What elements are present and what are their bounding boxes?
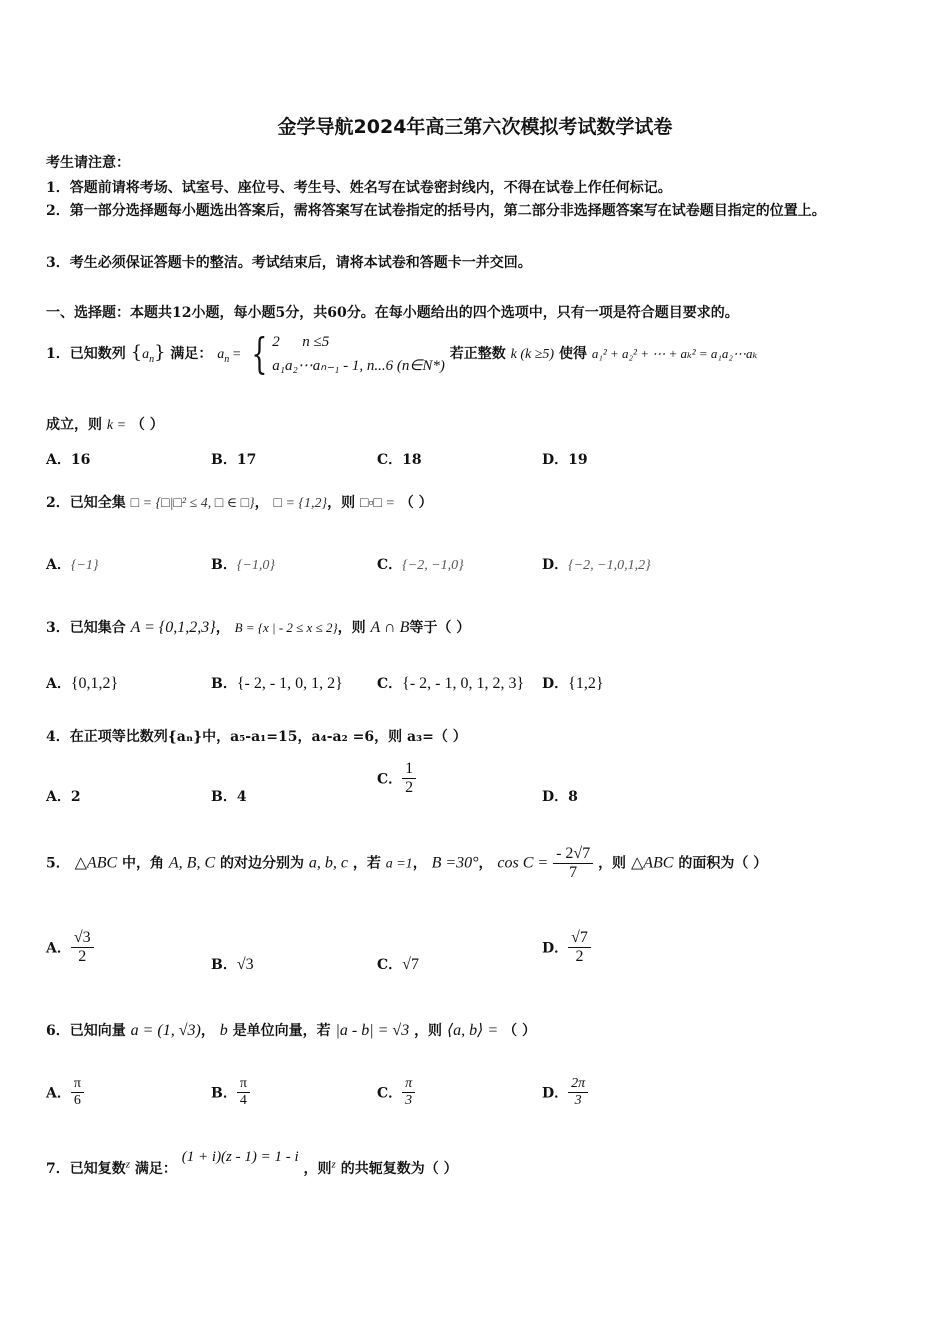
q1-text-3: 使得 [558,346,587,362]
q6-paren: （ ） [503,1023,536,1039]
q1-option-c[interactable]: C．18 [377,452,422,468]
q3-set-b: B = {x | - 2 ≤ x ≤ 2} [234,620,338,635]
q1-option-a[interactable]: A．16 [46,452,91,468]
q1-case1-cond: n ≤5 [302,334,330,350]
q3-number: 3．已知集合 [46,620,126,636]
question-1-continued [46,414,164,434]
q1-cases [272,330,445,378]
q3-option-d[interactable]: D．{1,2} [542,675,604,692]
q1-seq: a [142,347,150,362]
q3-option-b[interactable]: B．{- 2, - 1, 0, 1, 2} [211,675,343,692]
q2-option-b[interactable]: B．{−1,0} [211,557,275,573]
q2-option-a[interactable]: A．{−1} [46,557,99,573]
q6-option-a[interactable]: A． $\frac{\pi}{6}$ [46,1076,84,1109]
notice-item-2: 2．第一部分选择题每小题选出答案后，需将答案写在试卷指定的括号内，第二部分非选择题答案写在试卷题目指定的位置上。 [46,203,826,219]
q4-option-b[interactable]: B．4 [211,789,247,805]
q1-case2-cond: (n∈N*) [396,358,445,374]
question-5: 5． △ABC 中，角 A, B, C 的对边分别为 a, b, c ，若 a =1， B =30°， cos C = $\frac{- 2√7}{7}$ ，则 △ABC 的面积为（ ） [46,845,768,881]
q5-option-a[interactable]: A． $\frac{√3}{2}$ [46,929,94,966]
q6-option-d[interactable]: D． $\frac{2\pi}{3}$ [542,1076,588,1109]
q1-k2: k = [106,418,127,433]
q7-z: z [125,1158,131,1171]
q1-case1-val: 2 [272,334,280,350]
q5-b-angle: B =30° [431,854,479,872]
q2-option-c[interactable]: C．{−2, −1,0} [377,557,464,573]
q6-vector-b: b [219,1022,228,1039]
q2-complement: □▫□ = [360,496,395,511]
question-6: 6．已知向量 a = (1, √3)， b 是单位向量，若 |a - b| = √3 ，则 ⟨a, b⟩ = （ ） [46,1022,536,1039]
q4-option-d[interactable]: D．8 [542,789,578,805]
q5-cos-label: cos C = [497,854,549,872]
q5-option-d[interactable]: D． $\frac{√7}{2}$ [542,929,591,966]
q1-number: 1．已知数列 [46,346,126,362]
q4-option-a[interactable]: A．2 [46,789,81,805]
q5-sides: a, b, c [308,854,348,872]
q2-paren: （ ） [399,495,433,511]
q2-universal-set: □ = {□|□² ≤ 4, □ ∈ □} [130,496,255,511]
q4-option-c[interactable]: C． $\frac{1}{2}$ [377,760,416,797]
notice-item-1: 1．答题前请将考场、试室号、座位号、考生号、姓名写在试卷密封线内，不得在试卷上作任何标记。 [46,180,672,196]
q1-text-4: 成立，则 [46,417,102,433]
q6-option-b[interactable]: B． $\frac{\pi}{4}$ [211,1076,250,1109]
q5-cos-fraction: $\frac{- 2√7}{7}$ [553,845,593,882]
q5-a-value: a =1 [385,856,413,872]
q6-number: 6．已知向量 [46,1023,126,1039]
q3-intersection: A ∩ B [370,619,410,636]
q2-set-a: □ = {1,2} [273,496,328,511]
q2-number: 2．已知全集 [46,495,126,511]
q1-sum-equation: a₁² + a₂² + ⋯ + aₖ² = a₁a₂⋯aₖ [591,346,758,361]
q5-angles: A, B, C [168,854,216,872]
question-4: 4．在正项等比数列{aₙ}中，a₅-a₁=15，a₄-a₂ =6，则 a₃=（ ） [46,729,467,745]
q3-option-c[interactable]: C．{- 2, - 1, 0, 1, 2, 3} [377,675,525,692]
q6-abs-condition: |a - b| = √3 [335,1022,410,1039]
q1-option-b[interactable]: B．17 [211,452,257,468]
question-1: 1．已知数列 $\{a_n\}$ 满足： $a_n$ = { 2 n ≤5 a₁a₂⋯aₙ₋₁ - 1, n...6 (n∈N*) 若正整数 k (k ≥5) 使得 a₁² + a₂² + ⋯ + aₖ² = a₁a₂⋯aₖ [46,329,758,378]
q1-seq-sub: n [149,353,155,365]
notice-item-3: 3．考生必须保证答题卡的整洁。考试结束后，请将本试卷和答题卡一并交回。 [46,255,532,271]
section-heading: 一、选择题：本题共12小题，每小题5分，共60分。在每小题给出的四个选项中，只有一项是符合题目要求的。 [46,305,739,321]
q1-text-2: 若正整数 [449,346,506,362]
q5-option-b[interactable]: B．√3 [211,956,254,973]
q1-option-d[interactable]: D．19 [542,452,588,468]
q6-angle: ⟨a, b⟩ = [446,1022,499,1039]
q3-set-a: A = {0,1,2,3} [130,619,216,636]
q1-an: a [217,347,225,362]
exam-title: 金学导航2024年高三第六次模拟考试数学试卷 [277,116,673,138]
q3-option-a[interactable]: A．{0,1,2} [46,675,119,692]
q6-vector-a: a = (1, √3) [130,1022,201,1039]
q1-paren: （ ） [130,417,164,433]
q5-number: 5． [46,855,70,872]
q7-equation: (1 + i)(z - 1) = 1 - i [181,1149,299,1165]
q2-option-d[interactable]: D．{−2, −1,0,1,2} [542,557,651,573]
notice-heading: 考生请注意： [46,155,130,171]
q1-case2-val: a₁a₂⋯aₙ₋₁ - 1, n...6 [272,358,394,374]
q1-an-sub: n [224,353,230,365]
q5-option-c[interactable]: C．√7 [377,956,419,973]
question-3: 3．已知集合 A = {0,1,2,3}， B = {x | - 2 ≤ x ≤ 2}，则 A ∩ B等于（ ） [46,619,471,636]
question-2: 2．已知全集 □ = {□|□² ≤ 4, □ ∈ □}， □ = {1,2}，则 □▫□ = （ ） [46,495,433,511]
q5-triangle: △ABC [74,854,118,872]
q5-triangle-2: △ABC [630,854,674,872]
q1-text-1: 满足： [170,346,213,362]
q1-k: k (k ≥5) [510,347,555,362]
question-7: 7．已知复数$^z$ 满足： (1 + i)(z - 1) = 1 - i ，则$^z$ 的共轭复数为（ ） [46,1149,458,1177]
q7-number: 7．已知复数 [46,1161,126,1177]
q1-eq: = [229,347,241,362]
q6-option-c[interactable]: C． $\frac{\pi}{3}$ [377,1076,415,1109]
q7-z2: z [331,1158,336,1171]
